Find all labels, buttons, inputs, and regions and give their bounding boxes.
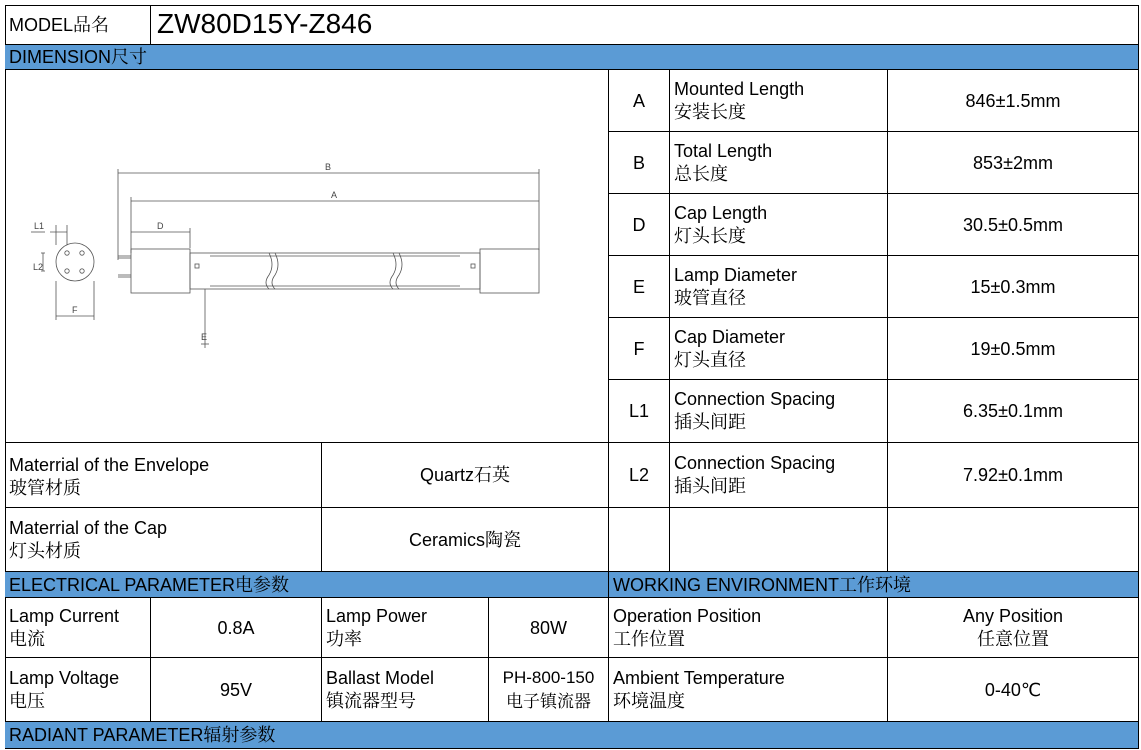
material-cap-label: Materrial of the Cap 灯头材质 [5,508,322,572]
dimension-value-l2: 7.92±0.1mm [888,443,1139,508]
dimension-letter-e: E [609,256,670,318]
drawing-label-f: F [72,305,78,315]
drawing-label-l2: L2 [33,262,44,272]
dimension-value-a: 846±1.5mm [888,70,1139,132]
drawing-label-a: A [331,190,338,200]
dimension-section-header [5,45,1139,70]
radiant-section-header: RADIANT PARAMETER辐射参数 [5,722,1139,749]
drawing-label-e: E [201,332,208,342]
lamp-current-label: Lamp Current 电流 [5,598,151,658]
model-label: MODEL品名 [9,15,110,35]
lamp-voltage-value: 95V [151,658,322,722]
empty-cell-name [670,508,888,572]
dimension-value-d: 30.5±0.5mm [888,194,1139,256]
lamp-power-label: Lamp Power 功率 [322,598,489,658]
empty-cell-value [888,508,1139,572]
dimension-letter-l1: L1 [609,380,670,443]
dimension-value-b: 853±2mm [888,132,1139,194]
ambient-temperature-label: Ambient Temperature 环境温度 [609,658,888,722]
operation-position-label: Operation Position 工作位置 [609,598,888,658]
environment-section-header: WORKING ENVIRONMENT工作环境 [609,572,1139,598]
dimension-drawing-cell [5,70,609,443]
dimension-name-d: Cap Length 灯头长度 [670,194,888,256]
drawing-label-l1: L1 [34,221,45,231]
dimension-value-l1: 6.35±0.1mm [888,380,1139,443]
material-cap-value: Ceramics陶瓷 [322,508,609,572]
lamp-dimension-drawing [5,70,609,443]
dimension-name-b: Total Length 总长度 [670,132,888,194]
model-value-cell [151,5,1139,45]
dimension-letter-b: B [609,132,670,194]
operation-position-value: Any Position 任意位置 [888,598,1139,658]
dimension-value-e: 15±0.3mm [888,256,1139,318]
material-envelope-label: Materrial of the Envelope 玻管材质 [5,443,322,508]
dimension-name-e: Lamp Diameter 玻管直径 [670,256,888,318]
dimension-letter-f: F [609,318,670,380]
dimension-letter-d: D [609,194,670,256]
dimension-letter-a: A [609,70,670,132]
electrical-section-header: ELECTRICAL PARAMETER电参数 [5,572,609,598]
lamp-current-value: 0.8A [151,598,322,658]
ballast-model-value: PH-800-150 电子镇流器 [489,658,609,722]
material-envelope-value: Quartz石英 [322,443,609,508]
dimension-section-title: DIMENSION尺寸 [9,47,148,67]
dimension-name-f: Cap Diameter 灯头直径 [670,318,888,380]
dimension-name-l2: Connection Spacing 插头间距 [670,443,888,508]
model-value: ZW80D15Y-Z846 [157,8,373,39]
ballast-model-label: Ballast Model 镇流器型号 [322,658,489,722]
drawing-label-d: D [157,221,164,231]
model-label-cell [5,5,151,45]
dimension-value-f: 19±0.5mm [888,318,1139,380]
lamp-power-value: 80W [489,598,609,658]
lamp-voltage-label: Lamp Voltage 电压 [5,658,151,722]
dimension-name-a: Mounted Length 安装长度 [670,70,888,132]
ambient-temperature-value: 0-40℃ [888,658,1139,722]
dimension-name-l1: Connection Spacing 插头间距 [670,380,888,443]
dimension-letter-l2: L2 [609,443,670,508]
empty-cell-letter [609,508,670,572]
drawing-label-b: B [325,162,332,172]
